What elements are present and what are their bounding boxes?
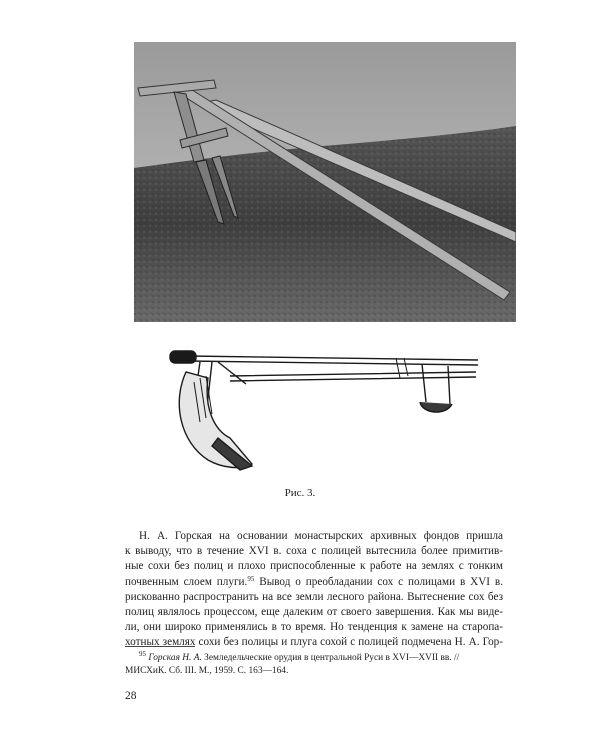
drawing-handle bbox=[170, 351, 196, 363]
plough-photograph bbox=[134, 42, 516, 322]
drawing-moldboard bbox=[179, 372, 252, 467]
figure-caption: Рис. 3. bbox=[284, 487, 316, 499]
footnote-author: Горская Н. А. bbox=[148, 653, 202, 663]
footnote-title: Земледельческие орудия в центральной Руси в XVI—XVII вв. // bbox=[201, 653, 460, 663]
body-line-with-note bbox=[125, 575, 503, 590]
footnote-reference: 95 bbox=[247, 574, 255, 583]
body-line: ные сохи без полиц и плохо приспособленные к работе на землях с тонким bbox=[125, 560, 503, 573]
body-paragraph bbox=[125, 529, 503, 651]
body-line-part: почвенным слоем плуги. bbox=[125, 575, 248, 588]
footnote bbox=[125, 652, 503, 677]
drawing-shaft-lower bbox=[230, 372, 476, 381]
body-line: рискованно распространить на все земли лесного района. Вытеснение сох без bbox=[125, 590, 503, 603]
body-line: Н. А. Горская на основании монастырских архивных фондов пришла bbox=[139, 530, 503, 542]
drawing-yoke bbox=[422, 364, 450, 404]
body-line: к выводу, что в течение XVI в. соха с полицей вытеснила более примитив- bbox=[125, 545, 503, 558]
footnote-number: 95 bbox=[139, 650, 146, 658]
footnote-line bbox=[125, 652, 503, 665]
footnote-divider bbox=[125, 646, 195, 647]
footnote-line: МИСХиК. Сб. III. М., 1959. С. 163—164. bbox=[125, 665, 289, 676]
plough-drawing bbox=[160, 342, 490, 482]
body-line: ли, они широко применялись в то время. Но тенденция к замене на старопа- bbox=[125, 621, 503, 634]
page-number: 28 bbox=[125, 690, 137, 702]
body-line: хотных землях сохи без полицы и плуга сохой с полицей подмечена Н. А. Гор- bbox=[125, 636, 503, 649]
body-line-part: Вывод о преобладании сох с полицами в XVI в. bbox=[254, 575, 504, 588]
body-line: полиц являлось процессом, еще далеким от своего завершения. Как мы виде- bbox=[125, 606, 503, 619]
drawing-shaft-upper bbox=[188, 356, 478, 365]
